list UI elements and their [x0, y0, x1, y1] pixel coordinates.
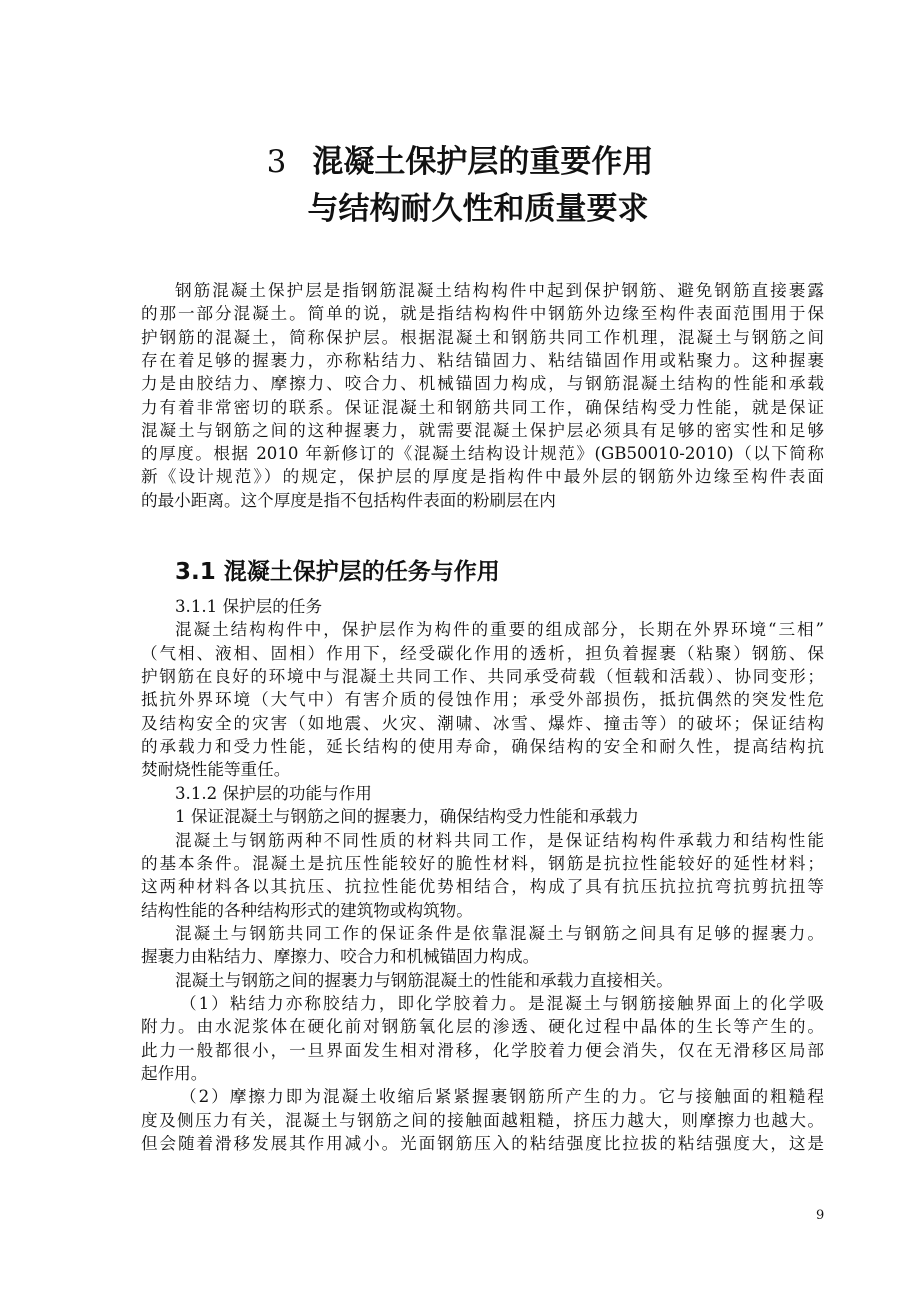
text-line: 此力一般都很小，一旦界面发生相对滑移，化学胶着力便会消失，仅在无滑移区局部 [141, 1040, 824, 1060]
text-line: 混凝土与钢筋之间的握裹力与钢筋混凝土的性能和承载力直接相关。 [175, 970, 673, 990]
text-line: 新《设计规范》）的规定，保护层的厚度是指构件中最外层的钢筋外边缘至构件表面 [141, 467, 824, 487]
text-line: 的那一部分混凝土。简单的说，就是指结构构件中钢筋外边缘至构件表面范围用于保 [141, 304, 824, 324]
text-line: 混凝土与钢筋共同工作的保证条件是依靠混凝土与钢筋之间具有足够的握裹力。 [175, 923, 824, 943]
text-line: 力是由胶结力、摩擦力、咬合力、机械锚固力构成，与钢筋混凝土结构的性能和承载 [141, 374, 824, 394]
section-heading: 3.1 混凝土保护层的任务与作用 [175, 559, 500, 585]
text-line: 的厚度。根据 2010 年新修订的《混凝土结构设计规范》(GB50010-2010)（以下简称 [141, 444, 824, 464]
text-line: 1 保证混凝土与钢筋之间的握裹力，确保结构受力性能和承载力 [175, 807, 639, 827]
text-line: 结构性能的各种结构形式的建筑物或构筑物。 [141, 900, 473, 920]
page-number: 9 [816, 1208, 825, 1223]
text-line: （1）粘结力亦称胶结力，即化学胶着力。是混凝土与钢筋接触界面上的化学吸 [180, 993, 824, 1013]
text-line: 3.1.1 保护层的任务 [175, 597, 323, 616]
text-line: 护钢筋的混凝土，简称保护层。根据混凝土和钢筋共同工作机理，混凝土与钢筋之间 [141, 327, 824, 347]
text-line: 及结构安全的灾害（如地震、火灾、潮啸、冰雪、爆炸、撞击等）的破坏；保证结构 [141, 713, 824, 733]
text-line: 但会随着滑移发展其作用减小。光面钢筋压入的粘结强度比拉拔的粘结强度大，这是 [141, 1134, 824, 1154]
text-line: 的最小距离。这个厚度是指不包括构件表面的粉刷层在内 [141, 490, 556, 510]
text-line: 的承载力和受力性能，延长结构的使用寿命，确保结构的安全和耐久性，提高结构抗 [141, 737, 824, 757]
text-line: 这两种材料各以其抗压、抗拉性能优势相结合，构成了具有抗压抗拉抗弯抗剪抗扭等 [141, 877, 824, 897]
chapter-title-line1 [0, 142, 920, 182]
text-line: 混凝土与钢筋两种不同性质的材料共同工作，是保证结构构件承载力和结构性能 [175, 830, 824, 850]
text-line: 度及侧压力有关，混凝土与钢筋之间的接触面越粗糙，挤压力越大，则摩擦力也越大。 [141, 1110, 824, 1130]
chapter-title-line2: 与结构耐久性和质量要求 [307, 191, 649, 227]
text-line: 的基本条件。混凝土是抗压性能较好的脆性材料，钢筋是抗拉性能较好的延性材料； [141, 853, 824, 873]
text-line: 力有着非常密切的联系。保证混凝土和钢筋共同工作，确保结构受力性能，就是保证 [141, 397, 824, 417]
text-line: 起作用。 [141, 1064, 208, 1083]
text-line: 护钢筋在良好的环境中与混凝土共同工作、共同承受荷载（恒载和活载）、协同变形； [141, 667, 824, 687]
chapter-number: 3 [266, 144, 287, 180]
text-line: 抵抗外界环境（大气中）有害介质的侵蚀作用；承受外部损伤，抵抗偶然的突发性危 [141, 690, 824, 710]
text-line: 钢筋混凝土保护层是指钢筋混凝土结构构件中起到保护钢筋、避免钢筋直接裹露 [175, 281, 824, 300]
text-line: （气相、液相、固相）作用下，经受碳化作用的透析，担负着握裹（粘聚）钢筋、保 [141, 643, 824, 663]
text-line: 混凝土结构构件中，保护层作为构件的重要的组成部分，长期在外界环境“三相” [175, 620, 824, 640]
text-line: 混凝土与钢筋之间的这种握裹力，就需要混凝土保护层必须具有足够的密实性和足够 [141, 420, 824, 440]
chapter-title-text: 混凝土保护层的重要作用 [312, 144, 654, 180]
text-line: （2）摩擦力即为混凝土收缩后紧紧握裹钢筋所产生的力。它与接触面的粗糙程 [180, 1087, 824, 1107]
text-line: 焚耐烧性能等重任。 [141, 760, 291, 780]
text-line: 3.1.2 保护层的功能与作用 [175, 783, 372, 803]
text-line: 附力。由水泥浆体在硬化前对钢筋氧化层的渗透、硬化过程中晶体的生长等产生的。 [141, 1017, 824, 1037]
text-line: 存在着足够的握裹力，亦称粘结力、粘结锚固力、粘结锚固作用或粘聚力。这种握裹 [141, 350, 824, 370]
text-line: 握裹力由粘结力、摩擦力、咬合力和机械锚固力构成。 [141, 947, 540, 967]
